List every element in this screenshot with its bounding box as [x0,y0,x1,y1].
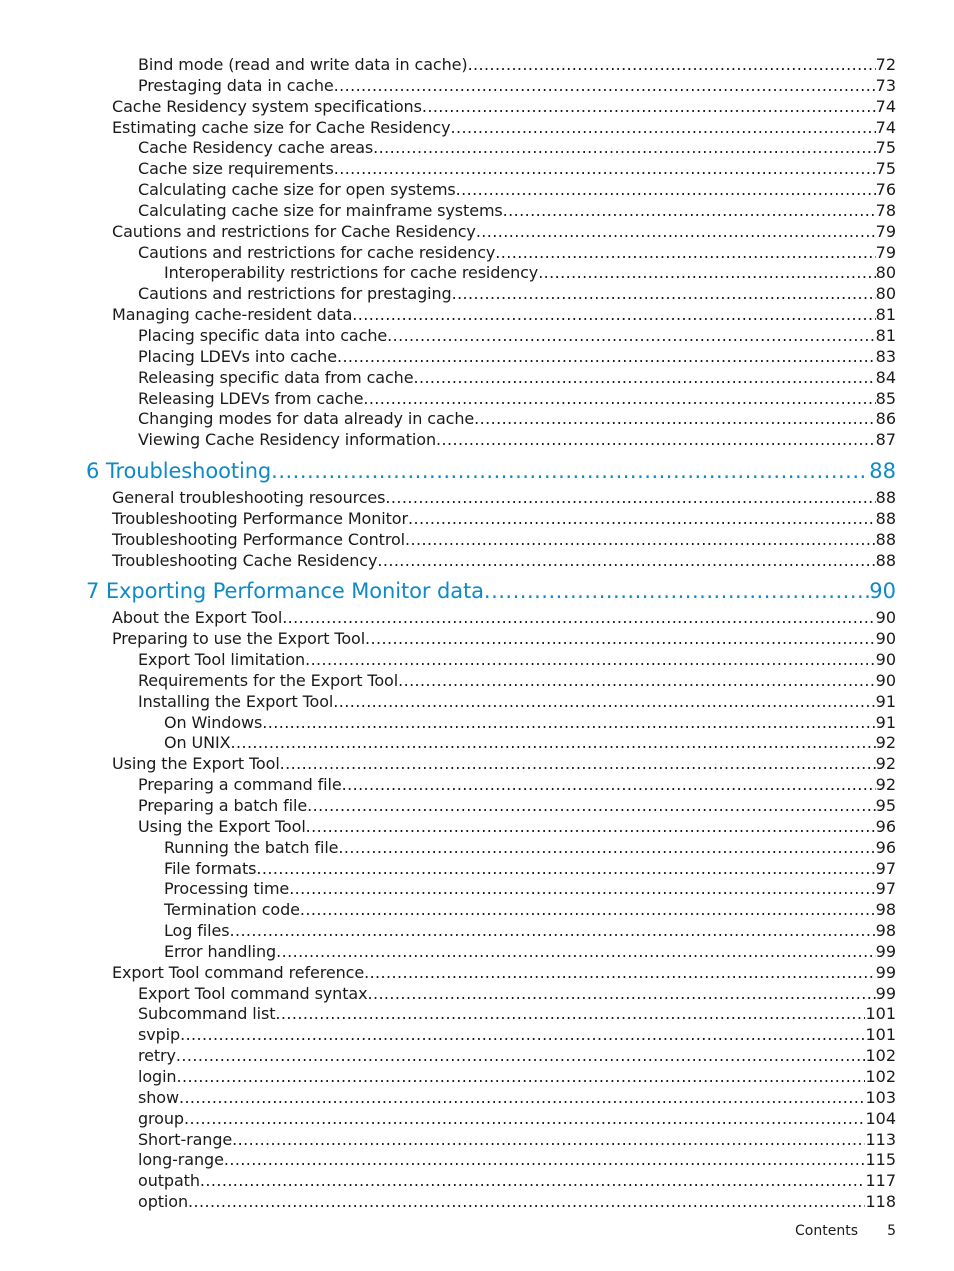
toc-entry-title: Releasing LDEVs from cache [138,388,364,408]
toc-entry-title: Installing the Export Tool [138,691,334,711]
toc-entry[interactable] [0,775,954,796]
toc-entry[interactable] [0,650,954,671]
toc-entry-page: 90 [875,608,896,628]
dot-leader [377,551,875,572]
dot-leader [495,243,875,264]
page-footer [0,1221,954,1243]
toc-entry[interactable] [0,326,954,347]
toc-entry-title: Estimating cache size for Cache Residency [112,117,451,137]
dot-leader [363,389,875,410]
toc-entry[interactable] [0,733,954,754]
toc-entry-title: Preparing a command file [138,775,342,795]
toc-entry-page: 90 [875,629,896,649]
dot-leader [456,180,876,201]
dot-leader [307,796,876,817]
toc-entry-page: 88 [869,459,896,484]
toc-entry-title: Log files [164,921,230,941]
dot-leader [282,608,875,629]
toc-entry[interactable] [0,879,954,900]
toc-entry-page: 80 [875,263,896,283]
toc-entry-title: Troubleshooting Performance Monitor [112,508,408,528]
toc-entry[interactable] [0,608,954,629]
toc-chapter-entry[interactable] [0,574,954,608]
toc-entry[interactable] [0,488,954,509]
toc-entry[interactable] [0,1025,954,1046]
dot-leader [422,97,876,118]
dot-leader [342,775,876,796]
toc-entry[interactable] [0,629,954,650]
toc-entry-title: group [138,1108,184,1128]
toc-entry[interactable] [0,1004,954,1025]
dot-leader [352,305,875,326]
toc-entry[interactable] [0,921,954,942]
dot-leader [271,454,869,488]
toc-entry-title: Error handling [164,941,277,961]
dot-leader [387,326,876,347]
toc-entry[interactable] [0,530,954,551]
toc-entry-title: Using the Export Tool [138,816,306,836]
toc-entry-page: 72 [875,55,896,74]
toc-entry-page: 99 [875,962,896,982]
toc-entry[interactable] [0,796,954,817]
toc-entry[interactable] [0,551,954,572]
dot-leader [408,509,876,530]
toc-entry-title: 7 Exporting Performance Monitor data [86,579,484,604]
toc-entry-page: 92 [875,754,896,774]
toc-entry-page: 96 [875,816,896,836]
toc-entry-title: Troubleshooting Performance Control [112,529,405,549]
toc-entry[interactable] [0,138,954,159]
toc-entry-title: Calculating cache size for mainframe systems [138,200,503,220]
toc-entry[interactable] [0,692,954,713]
toc-entry-title: show [138,1087,179,1107]
toc-entry[interactable] [0,1192,954,1213]
toc-entry-page: 104 [865,1108,896,1128]
toc-entry-page: 113 [865,1129,896,1149]
toc-entry-page: 102 [865,1046,896,1066]
dot-leader [468,55,876,76]
toc-entry-page: 99 [875,983,896,1003]
toc-entry-title: Running the batch file [164,837,339,857]
toc-entry-page: 73 [875,75,896,95]
toc-entry-title: Preparing a batch file [138,796,308,815]
toc-entry-page: 87 [875,430,896,450]
toc-entry-page: 88 [875,529,896,549]
dot-leader [413,368,875,389]
toc-entry-title: Processing time [164,879,290,899]
dot-leader [333,692,875,713]
toc-entry-page: 98 [875,900,896,920]
toc-entry[interactable] [0,942,954,963]
toc-entry[interactable] [0,838,954,859]
toc-entry-title: About the Export Tool [112,608,283,628]
toc-entry-title: Using the Export Tool [112,754,280,774]
toc-entry[interactable] [0,430,954,451]
toc-entry[interactable] [0,97,954,118]
dot-leader [289,879,875,900]
toc-entry-page: 81 [875,325,896,345]
dot-leader [176,1046,866,1067]
toc-entry[interactable] [0,1088,954,1109]
toc-entry-title: Interoperability restrictions for cache residency [164,263,539,283]
dot-leader [230,733,875,754]
dot-leader [337,347,876,368]
toc-entry-title: Preparing to use the Export Tool [112,629,366,649]
dot-leader [436,430,876,451]
toc-entry-title: Export Tool limitation [138,650,306,670]
toc-entry-page: 74 [875,96,896,116]
toc-entry-title: Cache Residency system specifications [112,96,422,116]
dot-leader [276,942,876,963]
toc-entry[interactable] [0,305,954,326]
dot-leader [503,201,876,222]
table-of-contents [0,55,954,1213]
dot-leader [398,671,876,692]
toc-entry-title: Export Tool command syntax [138,983,368,1003]
toc-entry[interactable] [0,368,954,389]
toc-entry-title: Viewing Cache Residency information [138,430,437,450]
toc-entry[interactable] [0,1171,954,1192]
dot-leader [179,1088,866,1109]
toc-entry-title: Placing specific data into cache [138,325,388,345]
toc-entry-page: 88 [875,508,896,528]
toc-entry-page: 90 [875,670,896,690]
dot-leader [364,963,876,984]
toc-entry-title: Cache size requirements [138,159,334,179]
toc-entry[interactable] [0,713,954,734]
toc-entry-page: 97 [875,879,896,899]
dot-leader [184,1109,865,1130]
toc-entry-page: 78 [875,200,896,220]
toc-entry-title: outpath [138,1171,200,1191]
toc-entry-page: 88 [875,488,896,508]
toc-entry-title: On UNIX [164,733,231,753]
toc-entry-page: 81 [875,305,896,325]
toc-entry-page: 96 [875,837,896,857]
toc-entry-page: 102 [865,1066,896,1086]
toc-entry-title: Calculating cache size for open systems [138,180,456,200]
footer-section-label: Contents [795,1223,858,1239]
toc-entry-page: 99 [875,941,896,961]
toc-entry-page: 103 [865,1087,896,1107]
toc-entry-page: 88 [875,550,896,570]
toc-entry-page: 91 [875,691,896,711]
toc-entry[interactable] [0,1150,954,1171]
toc-chapter-entry[interactable] [0,454,954,488]
toc-entry[interactable] [0,347,954,368]
toc-entry-title: Requirements for the Export Tool [138,670,399,690]
dot-leader [367,984,875,1005]
toc-entry-title: svpip [138,1025,181,1045]
toc-entry-title: General troubleshooting resources [112,488,386,508]
toc-entry-title: 6 Troubleshooting [86,459,272,484]
toc-entry[interactable] [0,1046,954,1067]
toc-entry[interactable] [0,243,954,264]
toc-entry[interactable] [0,263,954,284]
toc-entry-page: 79 [875,221,896,241]
dot-leader [538,263,875,284]
toc-entry[interactable] [0,963,954,984]
toc-entry-title: long-range [138,1150,224,1170]
toc-entry-page: 97 [875,858,896,878]
dot-leader [188,1192,865,1213]
dot-leader [365,629,876,650]
dot-leader [405,530,876,551]
toc-entry-title: Cautions and restrictions for cache residency [138,242,496,262]
toc-entry-title: On Windows [164,712,263,732]
dot-leader [451,118,876,139]
toc-entry-page: 84 [875,367,896,387]
toc-entry[interactable] [0,76,954,97]
toc-entry[interactable] [0,754,954,775]
toc-entry[interactable] [0,1109,954,1130]
toc-entry-page: 85 [875,388,896,408]
toc-entry-page: 75 [875,138,896,158]
toc-entry[interactable] [0,1130,954,1151]
dot-leader [262,713,875,734]
toc-entry-page: 86 [875,409,896,429]
toc-entry-page: 115 [865,1150,896,1170]
toc-entry[interactable] [0,859,954,880]
toc-entry-title: Prestaging data in cache [138,75,334,95]
toc-entry-page: 80 [875,284,896,304]
dot-leader [334,76,876,97]
toc-entry-title: Managing cache-resident data [112,305,353,325]
toc-entry[interactable] [0,118,954,139]
dot-leader [224,1150,866,1171]
toc-entry[interactable] [0,984,954,1005]
toc-entry[interactable] [0,201,954,222]
dot-leader [232,1130,865,1151]
toc-entry-title: Bind mode (read and write data in cache) [138,55,468,74]
toc-entry-title: Export Tool command reference [112,962,365,982]
toc-entry[interactable] [0,222,954,243]
toc-entry-title: retry [138,1046,176,1066]
toc-entry[interactable] [0,159,954,180]
toc-entry-title: Short-range [138,1129,233,1149]
dot-leader [229,921,875,942]
toc-entry-page: 101 [865,1004,896,1024]
dot-leader [306,817,876,838]
toc-entry-page: 74 [875,117,896,137]
dot-leader [280,754,876,775]
toc-entry-page: 95 [875,796,896,815]
toc-entry-page: 98 [875,921,896,941]
dot-leader [476,222,876,243]
toc-entry[interactable] [0,284,954,305]
toc-entry-title: Placing LDEVs into cache [138,346,337,366]
toc-entry-page: 92 [875,775,896,795]
toc-entry-title: Termination code [164,900,300,920]
dot-leader [275,1004,865,1025]
toc-entry[interactable] [0,180,954,201]
toc-entry-page: 101 [865,1025,896,1045]
toc-entry-title: login [138,1066,177,1086]
dot-leader [300,900,876,921]
toc-entry[interactable] [0,817,954,838]
dot-leader [452,284,876,305]
toc-entry-page: 90 [869,579,896,604]
toc-entry-title: Cautions and restrictions for prestaging [138,284,452,304]
toc-entry-page: 91 [875,712,896,732]
toc-entry-page: 83 [875,346,896,366]
dot-leader [256,859,875,880]
dot-leader [180,1025,865,1046]
dot-leader [385,488,875,509]
toc-entry-title: Troubleshooting Cache Residency [112,550,378,570]
dot-leader [176,1067,865,1088]
toc-entry[interactable] [0,389,954,410]
toc-entry-title: Subcommand list [138,1004,276,1024]
toc-entry[interactable] [0,55,954,76]
dot-leader [334,159,876,180]
toc-entry-title: Cautions and restrictions for Cache Residency [112,221,476,241]
toc-entry-title: option [138,1192,188,1212]
dot-leader [474,409,875,430]
toc-entry[interactable] [0,1067,954,1088]
toc-entry-page: 118 [865,1192,896,1212]
footer-page-number: 5 [887,1223,896,1239]
toc-entry-page: 76 [875,180,896,200]
dot-leader [338,838,875,859]
toc-entry[interactable] [0,900,954,921]
dot-leader [305,650,876,671]
toc-entry-title: File formats [164,858,257,878]
toc-entry-page: 79 [875,242,896,262]
toc-entry-page: 92 [875,733,896,753]
toc-entry-title: Cache Residency cache areas [138,138,374,158]
toc-entry-title: Changing modes for data already in cache [138,409,475,429]
toc-entry[interactable] [0,671,954,692]
toc-entry-page: 75 [875,159,896,179]
dot-leader [484,574,869,608]
toc-entry-page: 117 [865,1171,896,1191]
toc-entry-title: Releasing specific data from cache [138,367,414,387]
dot-leader [373,138,875,159]
toc-entry[interactable] [0,509,954,530]
dot-leader [200,1171,866,1192]
toc-entry-page: 90 [875,650,896,670]
toc-entry[interactable] [0,409,954,430]
